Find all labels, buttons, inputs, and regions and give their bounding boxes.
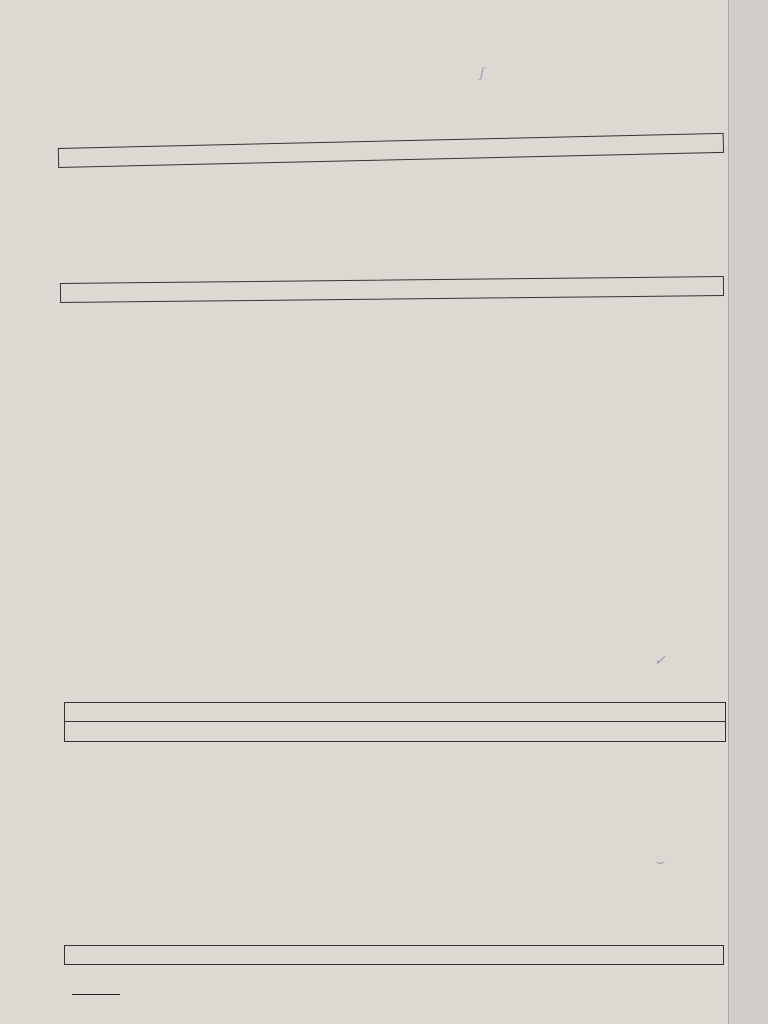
section-3-answer-grid-row2	[64, 722, 726, 742]
section-4-answer-grid	[64, 945, 724, 965]
question-26-blank[interactable]	[72, 983, 120, 995]
section-2-answer-grid	[60, 276, 724, 303]
adjacent-page-edge	[728, 0, 768, 1024]
question-26	[72, 983, 120, 1000]
section-1-answer-grid	[58, 133, 724, 168]
pencil-mark: ⌣	[655, 855, 665, 870]
pencil-mark: ʃ	[480, 66, 485, 81]
pencil-mark: ✓	[654, 654, 666, 669]
section-3-answer-grid-row1	[64, 702, 726, 722]
